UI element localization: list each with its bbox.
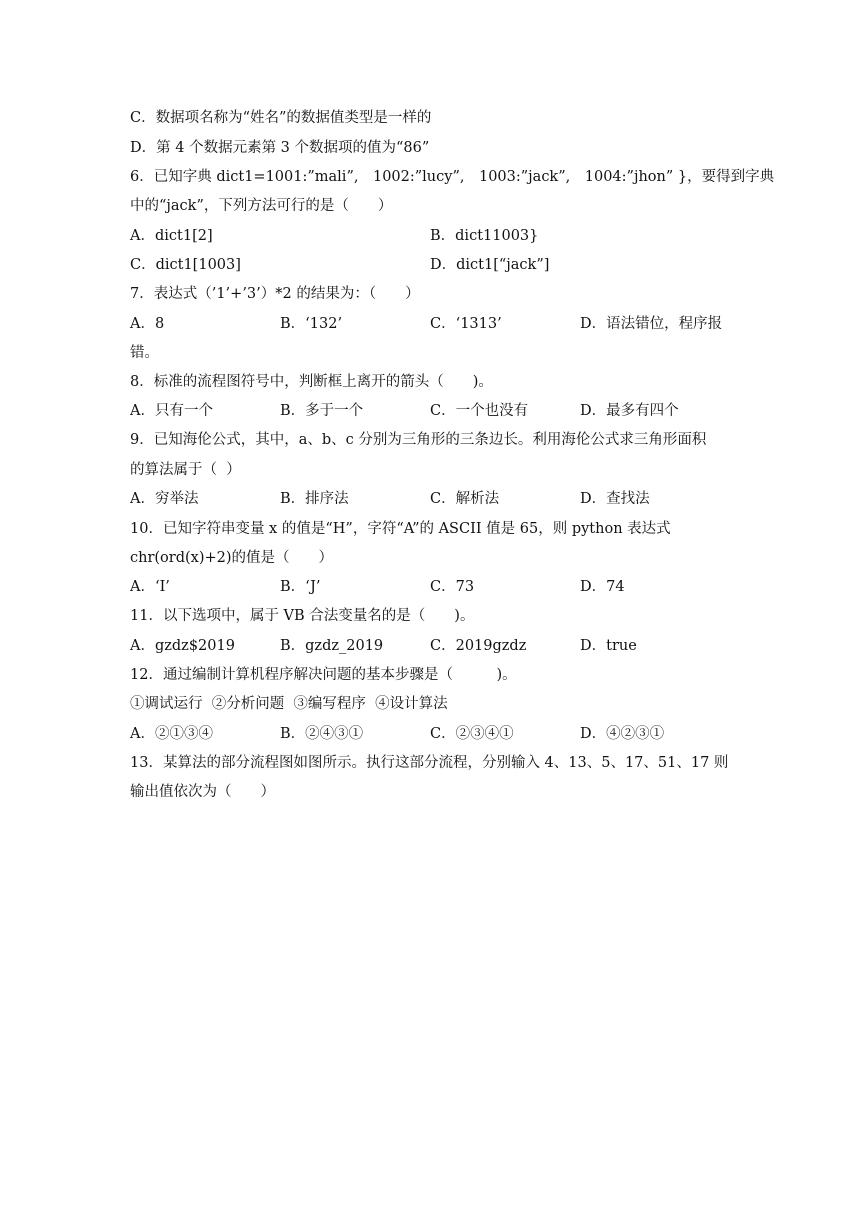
q12-option-b: B．②④③① [280,726,364,742]
q11-stem: 11．以下选项中，属于 VB 合法变量名的是（ )。 [130,608,475,624]
q12-option-d: D．④②③① [580,726,665,742]
q7-option-b: B．‘132’ [280,316,343,332]
q8-option-d: D．最多有四个 [580,403,679,419]
q9-stem-line2: 的算法属于（ ） [130,462,241,478]
q12-option-a: A．②①③④ [130,726,213,742]
q10-option-d: D．74 [580,579,625,595]
q5-option-c: C．数据项名称为“姓名”的数据值类型是一样的 [130,110,432,126]
q10-option-b: B．‘J’ [280,579,321,595]
q8-option-a: A．只有一个 [130,403,213,419]
q9-option-a: A．穷举法 [130,491,199,507]
q10-option-c: C．73 [430,579,475,595]
q7-option-a: A．8 [130,316,165,332]
q10-stem-line1: 10．已知字符串变量 x 的值是“H”，字符“A”的 ASCII 值是 65，则 python 表达式 [130,521,671,537]
q10-option-a: A．‘I’ [130,579,170,595]
q8-stem: 8．标准的流程图符号中，判断框上离开的箭头（ )。 [130,374,493,390]
q8-option-c: C．一个也没有 [430,403,529,419]
q9-option-b: B．排序法 [280,491,349,507]
q7-stem: 7．表达式（’1’+’3’）*2 的结果为：（ ） [130,286,420,302]
q6-option-b: B．dict11003} [430,228,539,244]
q5-option-d: D．第 4 个数据元素第 3 个数据项的值为“86” [130,140,430,156]
q11-option-b: B．gzdz_2019 [280,638,384,654]
q10-stem-line2: chr(ord(x)+2)的值是（ ） [130,550,334,566]
q12-option-c: C．②③④① [430,726,514,742]
q12-stem: 12．通过编制计算机程序解决问题的基本步骤是（ )。 [130,667,517,683]
q9-option-d: D．查找法 [580,491,650,507]
q6-stem-line1: 6．已知字典 dict1=1001:”mali”, 1002:”lucy”, 1003:”jack”, 1004:”jhon” }，要得到字典 [130,169,775,185]
q7-option-d: D．语法错位，程序报 [580,316,723,332]
q9-stem-line1: 9．已知海伦公式，其中，a、b、c 分别为三角形的三条边长。利用海伦公式求三角形面积 [130,432,707,448]
q11-option-a: A．gzdz$2019 [130,638,235,654]
q11-option-c: C．2019gzdz [430,638,527,654]
q12-steps: ①调试运行 ②分析问题 ③编写程序 ④设计算法 [130,696,448,712]
q6-stem-line2: 中的“jack”，下列方法可行的是（ ） [130,198,393,214]
q6-option-d: D．dict1[“jack”] [430,257,550,273]
q13-stem-line1: 13．某算法的部分流程图如图所示。执行这部分流程，分别输入 4、13、5、17、51、17 则 [130,755,729,771]
q7-option-d-wrap: 错。 [130,345,159,361]
q7-option-c: C．‘1313’ [430,316,502,332]
q13-stem-line2: 输出值依次为（ ） [130,784,275,800]
q6-option-a: A．dict1[2] [130,228,213,244]
q6-option-c: C．dict1[1003] [130,257,241,273]
q8-option-b: B．多于一个 [280,403,364,419]
q9-option-c: C．解析法 [430,491,500,507]
q11-option-d: D．true [580,638,637,654]
